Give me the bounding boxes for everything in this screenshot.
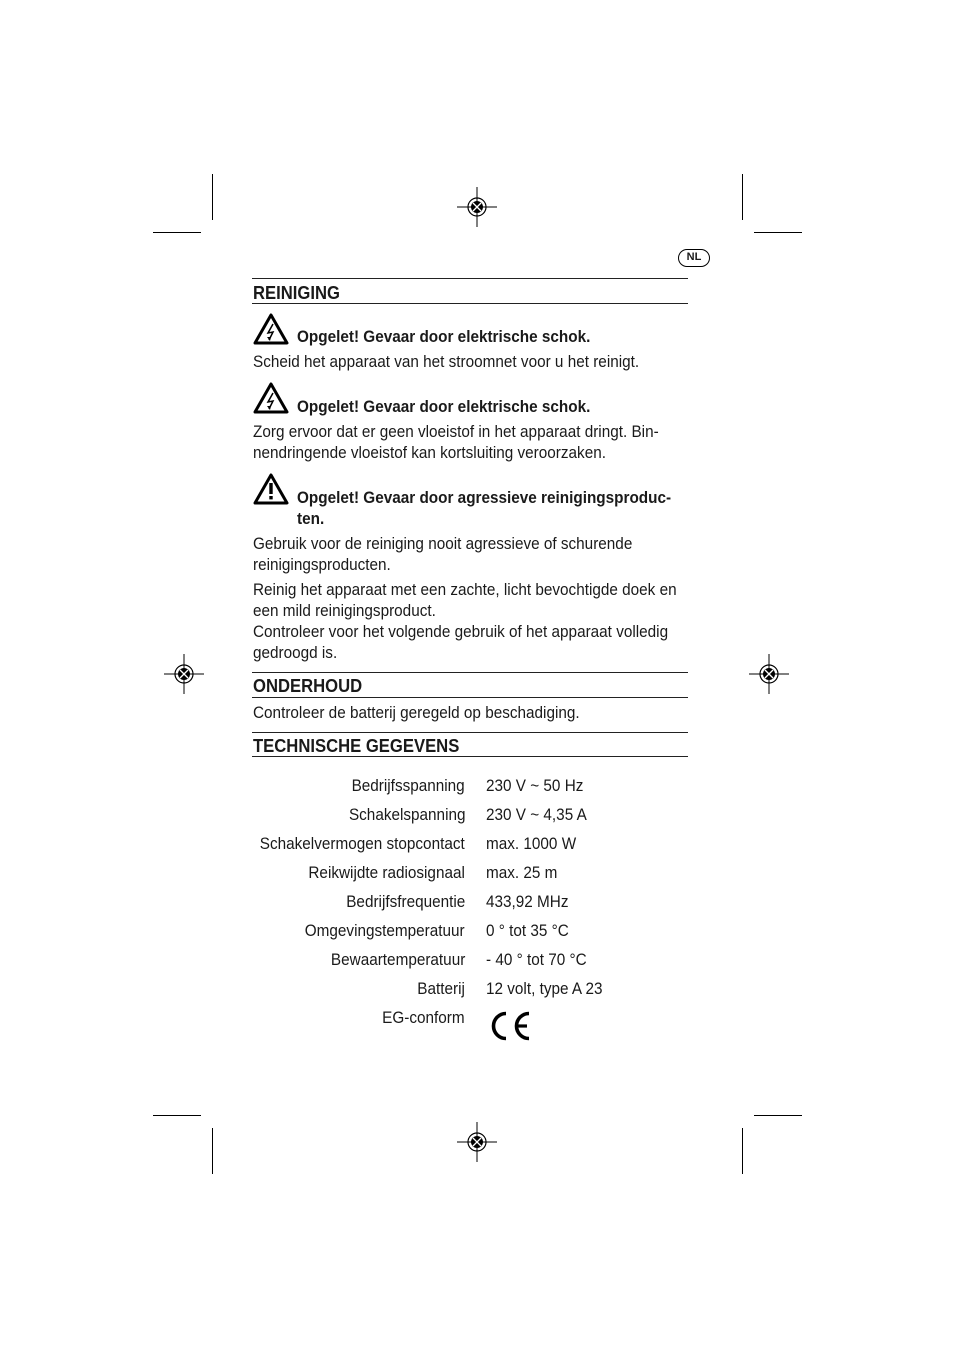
crop-mark xyxy=(742,174,743,220)
spec-label: Reikwijdte radiosignaal xyxy=(308,863,465,882)
body-text: Reinig het apparaat met een zachte, licht bevochtigde doek en xyxy=(253,580,677,599)
section-rule xyxy=(252,278,688,279)
crop-mark xyxy=(153,1115,201,1116)
registration-mark-icon xyxy=(457,1122,497,1162)
caution-warning-icon xyxy=(253,473,289,505)
spec-label: Bedrijfsfrequentie xyxy=(345,892,465,911)
crop-mark xyxy=(742,1128,743,1174)
spec-label: Bewaartemperatuur xyxy=(330,950,465,969)
crop-mark xyxy=(153,232,201,233)
section-rule xyxy=(252,732,688,733)
registration-mark-icon xyxy=(164,654,204,694)
warning-title: ten. xyxy=(297,509,325,528)
crop-mark xyxy=(212,174,213,220)
ce-mark-icon xyxy=(485,1010,533,1042)
spec-label: EG-conform xyxy=(382,1008,465,1027)
warning-title: Opgelet! Gevaar door elektrische schok. xyxy=(297,327,591,346)
warning-text: Scheid het apparaat van het stroomnet voor u het reinigt. xyxy=(253,352,640,371)
spec-value: max. 1000 W xyxy=(486,834,577,853)
section-rule xyxy=(252,303,688,304)
spec-label: Omgevingstemperatuur xyxy=(305,921,465,940)
body-text: Controleer de batterij geregeld op beschadiging. xyxy=(253,703,580,722)
body-text: gedroogd is. xyxy=(253,643,338,662)
warning-text: reinigingsproducten. xyxy=(253,555,391,574)
spec-value: 230 V ~ 50 Hz xyxy=(486,776,584,795)
electric-shock-warning-icon xyxy=(253,313,289,345)
spec-value: max. 25 m xyxy=(486,863,558,882)
body-text: Controleer voor het volgende gebruik of het apparaat volledig xyxy=(253,622,669,641)
crop-mark xyxy=(754,1115,802,1116)
spec-label: Batterij xyxy=(417,979,465,998)
warning-text: nendringende vloeistof kan kortsluiting veroorzaken. xyxy=(253,443,606,462)
spec-value: - 40 ° tot 70 °C xyxy=(486,950,587,969)
section-title-technical: TECHNISCHE GEGEVENS xyxy=(253,735,460,756)
warning-text: Zorg ervoor dat er geen vloeistof in het apparaat dringt. Bin- xyxy=(253,422,659,441)
language-badge: NL xyxy=(678,249,710,267)
spec-value: 12 volt, type A 23 xyxy=(486,979,603,998)
body-text: een mild reinigingsproduct. xyxy=(253,601,436,620)
warning-title: Opgelet! Gevaar door elektrische schok. xyxy=(297,397,591,416)
electric-shock-warning-icon xyxy=(253,382,289,414)
spec-label: Bedrijfsspanning xyxy=(351,776,465,795)
warning-title: Opgelet! Gevaar door agressieve reinigingsproduc- xyxy=(297,488,672,507)
section-title-maintenance: ONDERHOUD xyxy=(253,675,363,696)
spec-value: 433,92 MHz xyxy=(486,892,569,911)
section-rule xyxy=(252,672,688,673)
registration-mark-icon xyxy=(457,187,497,227)
section-title-cleaning: REINIGING xyxy=(253,282,340,303)
spec-label: Schakelvermogen stopcontact xyxy=(260,834,465,853)
crop-mark xyxy=(754,232,802,233)
crop-mark xyxy=(212,1128,213,1174)
section-rule xyxy=(252,697,688,698)
spec-value: 230 V ~ 4,35 A xyxy=(486,805,587,824)
section-rule xyxy=(252,756,688,757)
registration-mark-icon xyxy=(749,654,789,694)
spec-value: 0 ° tot 35 °C xyxy=(486,921,569,940)
spec-label: Schakelspanning xyxy=(348,805,465,824)
warning-text: Gebruik voor de reiniging nooit agressieve of schurende xyxy=(253,534,633,553)
